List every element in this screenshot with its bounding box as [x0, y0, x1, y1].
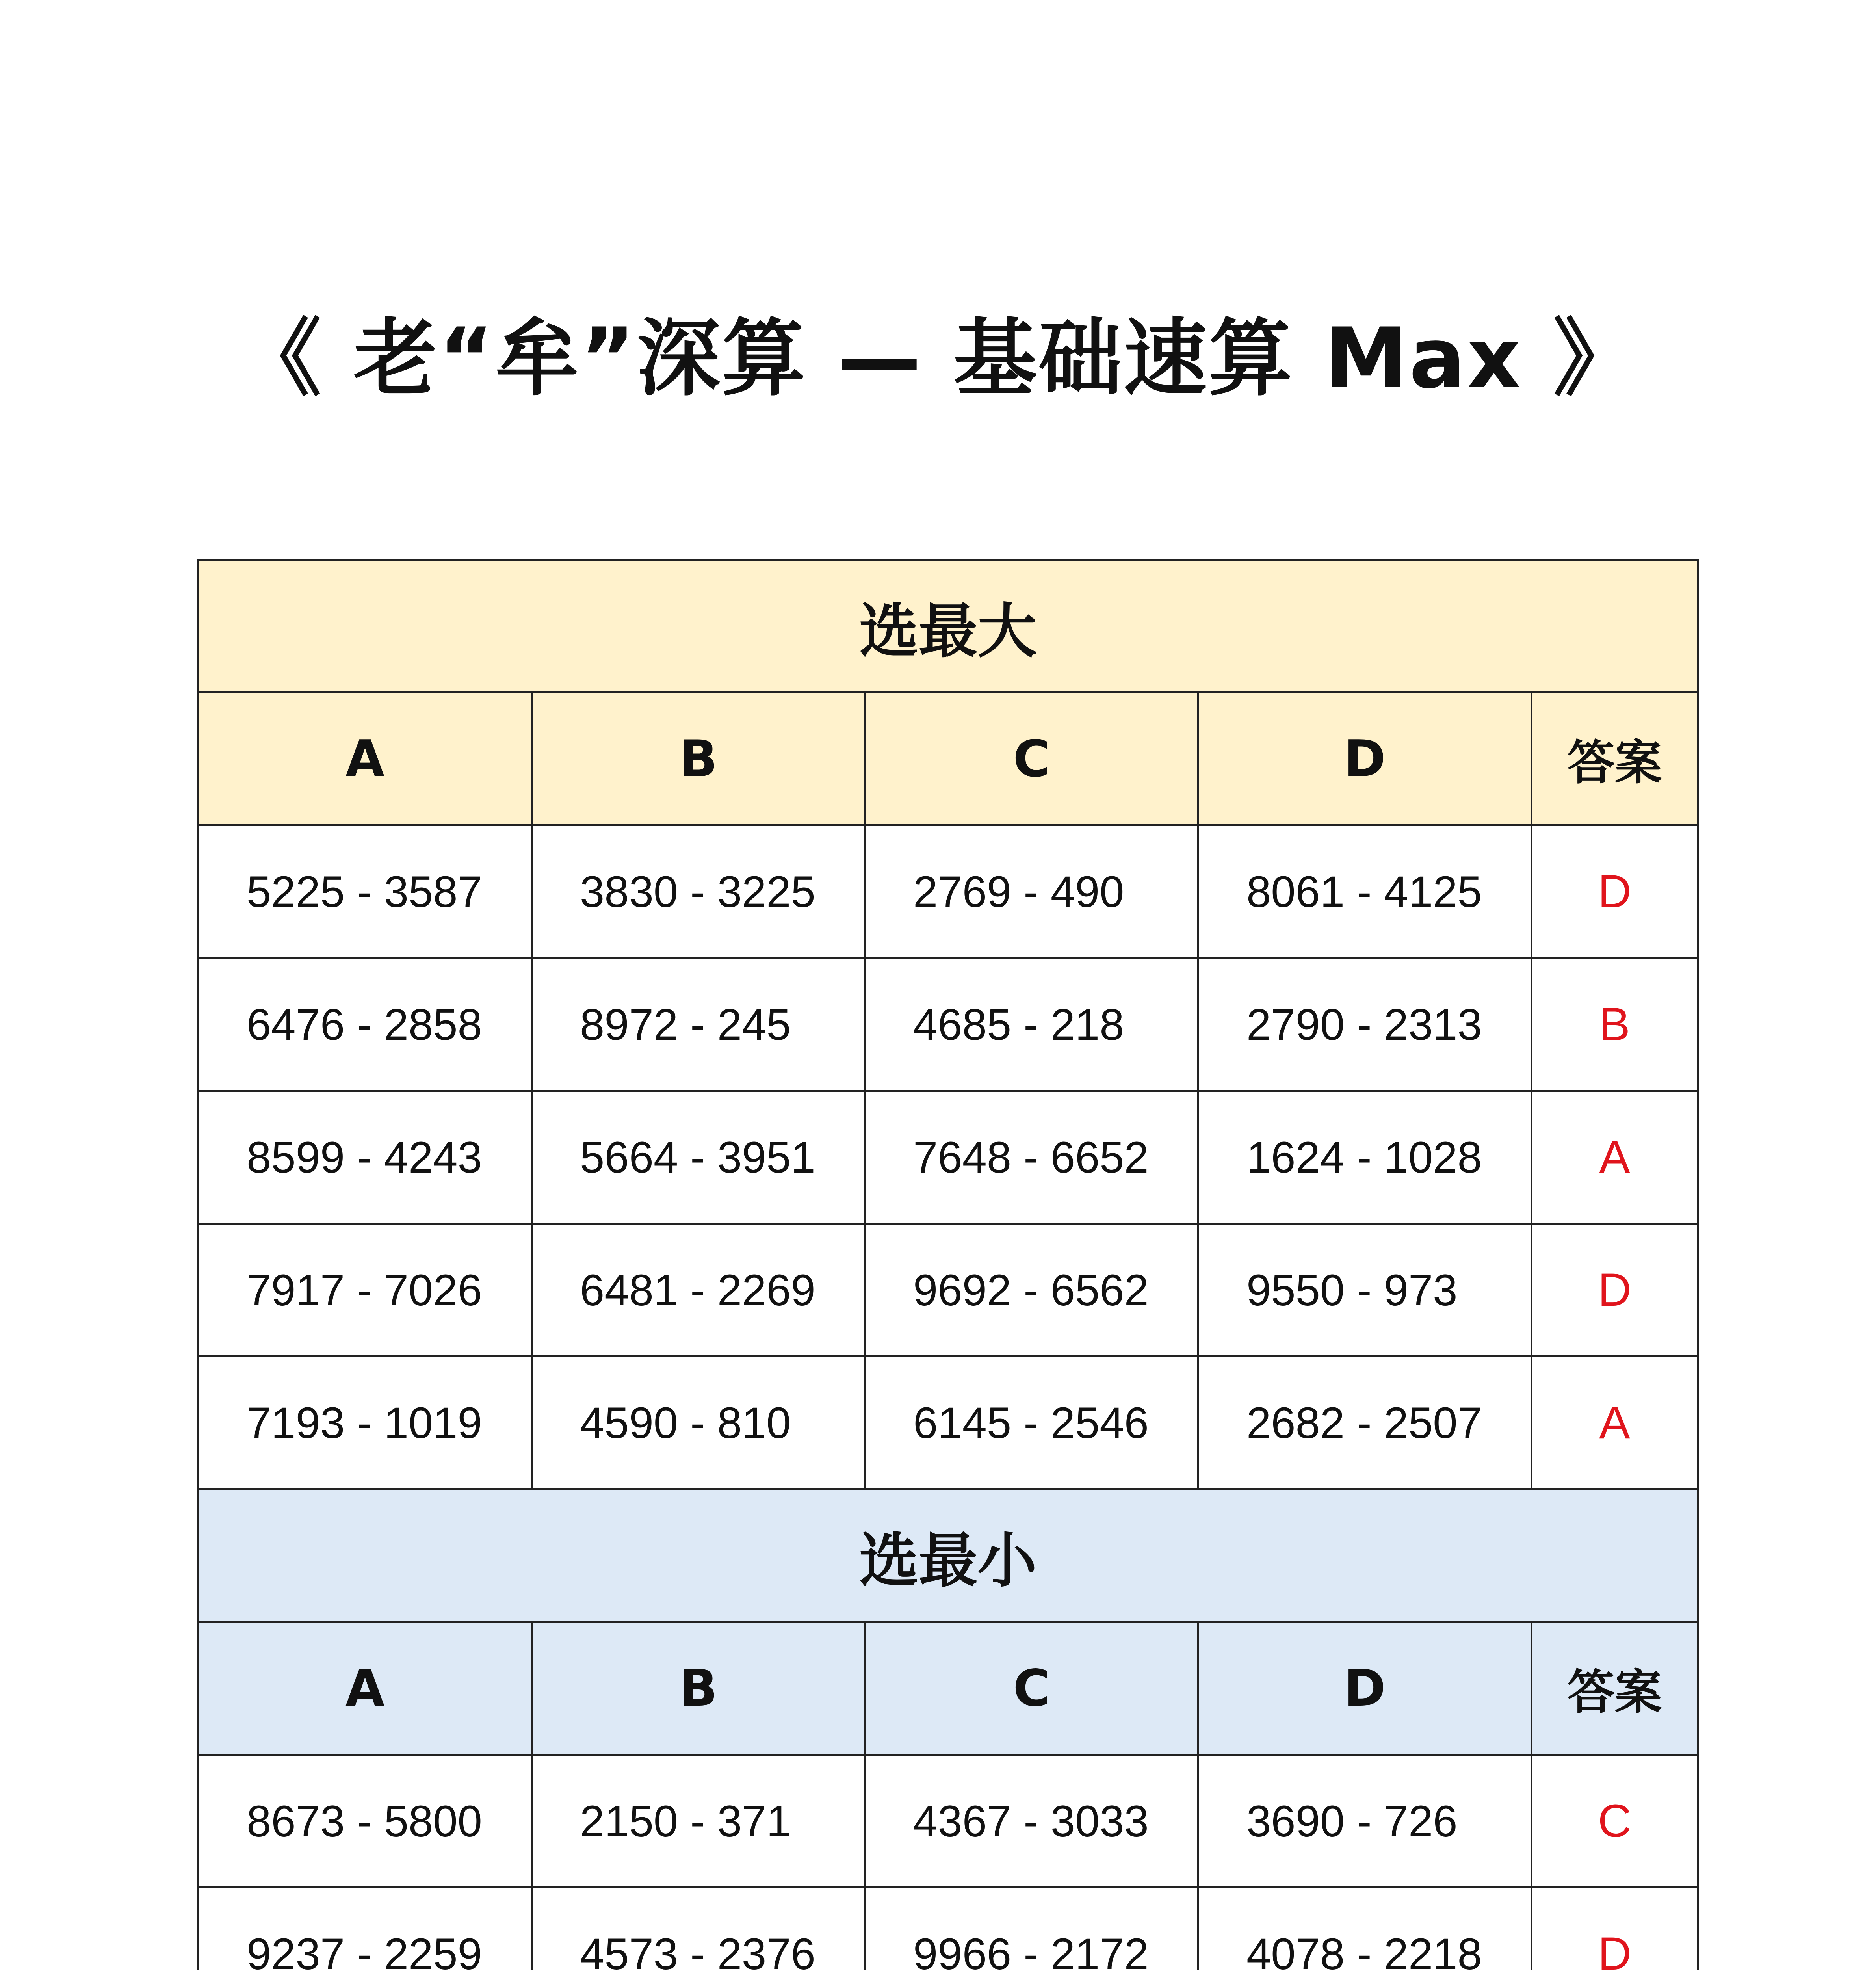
answer-cell: D: [1532, 1888, 1698, 1970]
option-c-cell: 9692 - 6562: [865, 1224, 1198, 1357]
option-a-cell: 6476 - 2858: [199, 958, 532, 1091]
column-header-d: D: [1198, 693, 1532, 825]
answer-cell: C: [1532, 1755, 1698, 1888]
option-a-cell: 7917 - 7026: [199, 1224, 532, 1357]
option-d-cell: 9550 - 973: [1198, 1224, 1532, 1357]
table-row: [199, 1755, 1698, 1888]
option-d-cell: 4078 - 2218: [1198, 1888, 1532, 1970]
option-a-cell: 8599 - 4243: [199, 1091, 532, 1224]
column-header-b: B: [532, 1622, 865, 1755]
answer-cell: B: [1532, 958, 1698, 1091]
column-header-row: [199, 1622, 1698, 1755]
column-header-answer: 答案: [1532, 1622, 1698, 1755]
answer-cell: A: [1532, 1357, 1698, 1489]
section-header-row: [199, 560, 1698, 693]
column-header-c: C: [865, 693, 1198, 825]
column-header-d: D: [1198, 1622, 1532, 1755]
option-a-cell: 7193 - 1019: [199, 1357, 532, 1489]
column-header-answer: 答案: [1532, 693, 1698, 825]
table-row: [199, 958, 1698, 1091]
section-title: 选最大: [199, 560, 1698, 693]
column-header-a: A: [199, 1622, 532, 1755]
option-c-cell: 4367 - 3033: [865, 1755, 1198, 1888]
option-d-cell: 3690 - 726: [1198, 1755, 1532, 1888]
option-c-cell: 4685 - 218: [865, 958, 1198, 1091]
option-d-cell: 1624 - 1028: [1198, 1091, 1532, 1224]
section-title: 选最小: [199, 1489, 1698, 1622]
option-b-cell: 8972 - 245: [532, 958, 865, 1091]
table-row: [199, 1357, 1698, 1489]
column-header-b: B: [532, 693, 865, 825]
option-d-cell: 2790 - 2313: [1198, 958, 1532, 1091]
option-d-cell: 8061 - 4125: [1198, 825, 1532, 958]
option-c-cell: 2769 - 490: [865, 825, 1198, 958]
option-c-cell: 6145 - 2546: [865, 1357, 1198, 1489]
quiz-table: [197, 559, 1699, 1970]
option-b-cell: 6481 - 2269: [532, 1224, 865, 1357]
column-header-c: C: [865, 1622, 1198, 1755]
answer-cell: D: [1532, 1224, 1698, 1357]
option-c-cell: 9966 - 2172: [865, 1888, 1198, 1970]
option-c-cell: 7648 - 6652: [865, 1091, 1198, 1224]
table-row: [199, 1224, 1698, 1357]
option-a-cell: 5225 - 3587: [199, 825, 532, 958]
option-b-cell: 3830 - 3225: [532, 825, 865, 958]
table-row: [199, 1888, 1698, 1970]
answer-cell: D: [1532, 825, 1698, 958]
table-row: [199, 825, 1698, 958]
column-header-a: A: [199, 693, 532, 825]
table-row: [199, 1091, 1698, 1224]
option-a-cell: 9237 - 2259: [199, 1888, 532, 1970]
option-b-cell: 2150 - 371: [532, 1755, 865, 1888]
option-b-cell: 4590 - 810: [532, 1357, 865, 1489]
answer-cell: A: [1532, 1091, 1698, 1224]
option-b-cell: 5664 - 3951: [532, 1091, 865, 1224]
option-a-cell: 8673 - 5800: [199, 1755, 532, 1888]
section-header-row: [199, 1489, 1698, 1622]
page-title: 《 老“牟”深算 — 基础速算 Max 》: [238, 310, 1638, 407]
column-header-row: [199, 693, 1698, 825]
option-d-cell: 2682 - 2507: [1198, 1357, 1532, 1489]
option-b-cell: 4573 - 2376: [532, 1888, 865, 1970]
